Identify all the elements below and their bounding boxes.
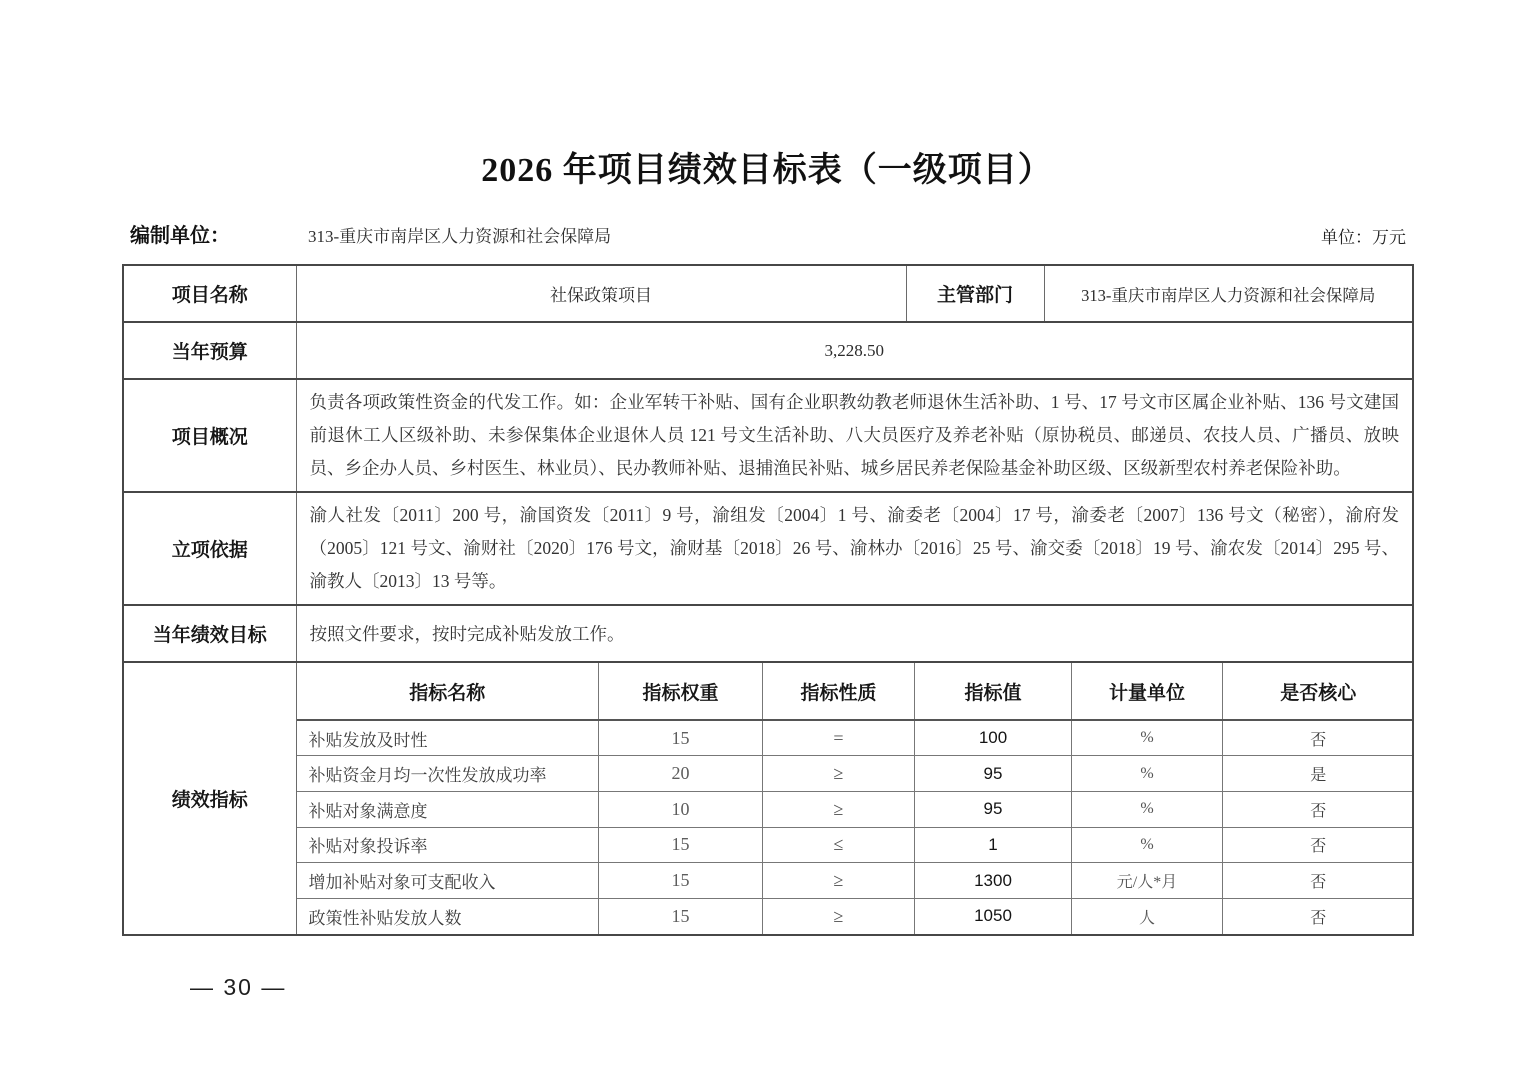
- indicator-core: 否: [1223, 863, 1414, 899]
- indicator-weight: 10: [599, 791, 763, 827]
- indicator-weight: 15: [599, 720, 763, 756]
- indicator-core: 否: [1223, 720, 1414, 756]
- indicator-value: 1300: [915, 863, 1072, 899]
- indicator-value: 1050: [915, 898, 1072, 934]
- indicator-value: 95: [915, 756, 1072, 792]
- project-info-table: [122, 264, 1414, 936]
- project-name-label: 项目名称: [123, 265, 296, 322]
- indicator-name: 补贴对象投诉率: [297, 827, 599, 863]
- indicator-value: 1: [915, 827, 1072, 863]
- annual-goal-value: 按照文件要求，按时完成补贴发放工作。: [296, 605, 1413, 662]
- row-overview: [123, 379, 1413, 492]
- indicator-weight: 15: [599, 863, 763, 899]
- indicator-name: 补贴对象满意度: [297, 791, 599, 827]
- indicator-row: [297, 827, 1414, 863]
- indicator-name: 补贴发放及时性: [297, 720, 599, 756]
- indicator-nature: ≥: [763, 898, 915, 934]
- indicator-row: [297, 863, 1414, 899]
- overview-label: 项目概况: [123, 379, 296, 492]
- col-header-core: 是否核心: [1223, 663, 1414, 720]
- basis-label: 立项依据: [123, 492, 296, 605]
- indicator-name: 政策性补贴发放人数: [297, 898, 599, 934]
- row-indicators: [123, 662, 1413, 935]
- budget-label: 当年预算: [123, 322, 296, 379]
- indicator-core: 否: [1223, 791, 1414, 827]
- dept-value: 313-重庆市南岸区人力资源和社会保障局: [1044, 265, 1413, 322]
- col-header-nature: 指标性质: [763, 663, 915, 720]
- prepared-by-group: [130, 219, 611, 248]
- indicators-label: 绩效指标: [123, 662, 296, 935]
- col-header-name: 指标名称: [297, 663, 599, 720]
- indicator-weight: 20: [599, 756, 763, 792]
- col-header-value: 指标值: [915, 663, 1072, 720]
- indicator-nature: ≥: [763, 791, 915, 827]
- indicator-unit: %: [1072, 791, 1223, 827]
- indicator-row: [297, 756, 1414, 792]
- indicator-nature: ≤: [763, 827, 915, 863]
- indicator-nature: =: [763, 720, 915, 756]
- indicator-row: [297, 720, 1414, 756]
- dept-label: 主管部门: [906, 265, 1044, 322]
- basis-value: 渝人社发〔2011〕200 号，渝国资发〔2011〕9 号，渝组发〔2004〕1 号、渝委老〔2004〕17 号，渝委老〔2007〕136 号文（秘密），渝府发（2005〕121 号文、渝财社〔2020〕176 号文，渝财基〔2018〕26 号、渝林办〔2016〕25 号、渝交委〔2018〕19 号、渝农发〔2014〕295 号、渝教人〔2013〕13 号等。: [296, 492, 1413, 605]
- row-annual-goal: [123, 605, 1413, 662]
- indicator-weight: 15: [599, 898, 763, 934]
- indicator-unit: %: [1072, 720, 1223, 756]
- indicator-table-cell: [296, 662, 1413, 935]
- page-number: — 30 —: [190, 974, 287, 1000]
- col-header-weight: 指标权重: [599, 663, 763, 720]
- meta-row: [122, 219, 1412, 248]
- indicator-unit: 元/人*月: [1072, 863, 1223, 899]
- indicator-nature: ≥: [763, 863, 915, 899]
- project-name-value: 社保政策项目: [296, 265, 906, 322]
- col-header-unit: 计量单位: [1072, 663, 1223, 720]
- indicator-name: 增加补贴对象可支配收入: [297, 863, 599, 899]
- row-project-name: [123, 265, 1413, 322]
- indicator-unit: %: [1072, 827, 1223, 863]
- indicator-row: [297, 791, 1414, 827]
- indicator-core: 否: [1223, 898, 1414, 934]
- row-basis: [123, 492, 1413, 605]
- indicator-name: 补贴资金月均一次性发放成功率: [297, 756, 599, 792]
- indicator-value: 95: [915, 791, 1072, 827]
- budget-value: 3,228.50: [296, 322, 1413, 379]
- indicator-value: 100: [915, 720, 1072, 756]
- overview-value: 负责各项政策性资金的代发工作。如：企业军转干补贴、国有企业职教幼教老师退休生活补助、1 号、17 号文市区属企业补贴、136 号文建国前退休工人区级补助、未参保集体企业退休人员 121 号文生活补助、八大员医疗及养老补贴（原协税员、邮递员、农技人员、广播员、放映员、乡企办人员、乡村医生、林业员）、民办教师补贴、退捕渔民补贴、城乡居民养老保险基金补助区级、区级新型农村养老保险补助。: [296, 379, 1413, 492]
- indicator-core: 是: [1223, 756, 1414, 792]
- annual-goal-label: 当年绩效目标: [123, 605, 296, 662]
- unit-note: 单位：万元: [1321, 228, 1406, 247]
- indicator-unit: %: [1072, 756, 1223, 792]
- indicator-core: 否: [1223, 827, 1414, 863]
- indicator-weight: 15: [599, 827, 763, 863]
- indicator-row: [297, 898, 1414, 934]
- prepared-by-value: 313-重庆市南岸区人力资源和社会保障局: [308, 227, 612, 246]
- indicator-table: [297, 663, 1414, 934]
- prepared-by-label: 编制单位：: [130, 225, 230, 247]
- page-title: 2026 年项目绩效目标表（一级项目）: [481, 152, 1053, 189]
- indicator-unit: 人: [1072, 898, 1223, 934]
- document-content: [122, 0, 1412, 1001]
- row-budget: [123, 322, 1413, 379]
- indicator-nature: ≥: [763, 756, 915, 792]
- indicator-header-row: [297, 663, 1414, 720]
